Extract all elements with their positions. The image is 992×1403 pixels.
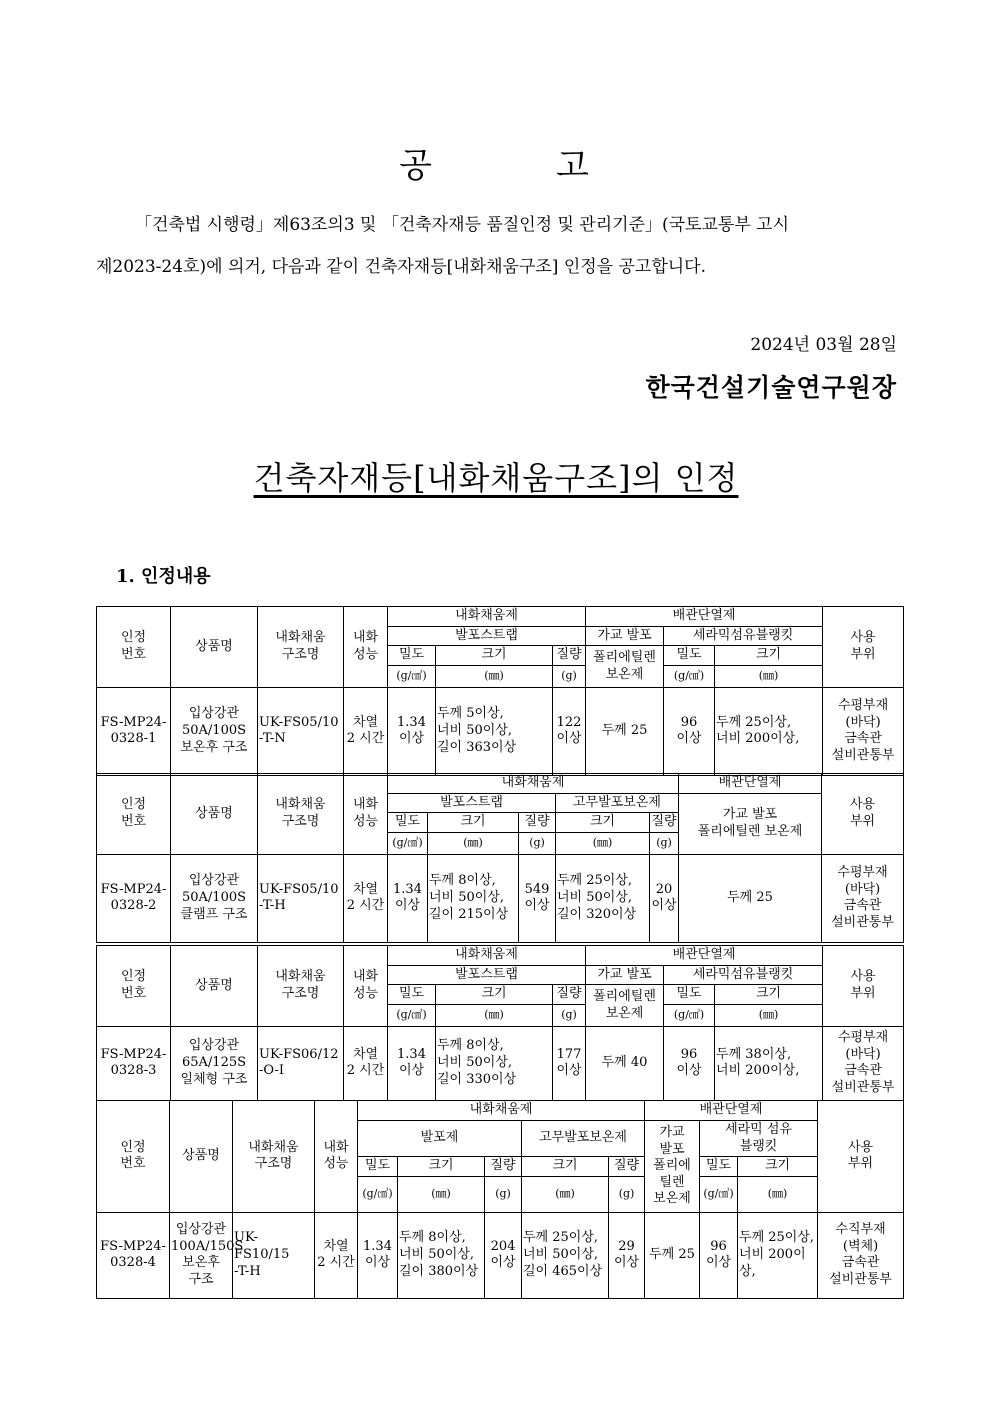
table-cell: 크기: [522, 1157, 609, 1177]
cell-text-line: 549: [524, 881, 550, 897]
header-pipe-insulation: 배관단열제: [586, 607, 823, 627]
table-cell: 배관단열제: [586, 946, 823, 966]
table-cell: (g/㎤): [388, 832, 428, 854]
cell-text-line: -O-I: [259, 1063, 285, 1079]
cell-text-line: 금속관: [844, 731, 882, 747]
section-title: 1. 인정내용: [116, 566, 211, 587]
cell-text-line: 내화채움: [275, 797, 326, 813]
cell-text-line: 구조명: [281, 813, 320, 829]
header-pe-line1: 가교 발포: [586, 626, 664, 646]
cell-text-line: 차열: [323, 1238, 349, 1254]
cell-text-line: 세라믹 섬유: [725, 1122, 792, 1137]
table-cell: (㎜): [398, 1176, 485, 1212]
cell-text-line: 수직부재: [835, 1222, 886, 1238]
cell-text-line: 부위: [850, 985, 876, 1001]
cell-text-line: 폴리에틸렌: [593, 649, 656, 665]
table-cell: (㎜): [715, 1004, 823, 1026]
cell-text-line: 두께 25이상,: [557, 873, 633, 889]
table-cell: 상품명: [171, 946, 258, 1027]
cell-text-line: 번호: [120, 985, 147, 1001]
cell-ceramic-density: [664, 1026, 715, 1100]
cell-text-line: 부위: [850, 646, 876, 662]
table-cell: [586, 985, 664, 1027]
cell-rubber-weight: [609, 1212, 645, 1298]
cell-text-line: 96: [680, 714, 698, 730]
cell-text-line: 너비 200이상,: [716, 731, 800, 747]
cell-text-line: 보온제: [605, 666, 644, 682]
table-cell: [258, 774, 344, 855]
cell-text-line: 0328-1: [110, 731, 157, 747]
cell-text-line: 이상: [364, 1255, 391, 1271]
cell-ceramic-size: [715, 1026, 823, 1100]
notice-intro-line-1: 「건축법 시행령」제63조의3 및 「건축자재등 품질인정 및 관리기준」(국토교통부 고시: [135, 215, 789, 235]
cell-text-line: 내화채움: [275, 969, 326, 985]
cell-text-line: 122: [556, 714, 582, 730]
unit-size: (㎜): [436, 665, 553, 687]
cell-product: [171, 687, 258, 775]
table-cell: 크기: [556, 813, 650, 833]
cell-text-line: 100A/150S: [171, 1238, 244, 1254]
table-cell: 질량: [650, 813, 679, 833]
table-cell: [823, 946, 904, 1027]
cell-text-line: 이상: [651, 898, 677, 914]
cell-perf: [344, 687, 388, 775]
cell-text-line: 1.34: [397, 714, 426, 730]
cell-cert-no: [97, 687, 171, 775]
cell-text-line: 인정: [120, 969, 147, 985]
cell-text-line: 금속관: [841, 1255, 880, 1271]
table-cell: 크기: [428, 813, 519, 833]
cell-text-line: 두께 25이상,: [716, 714, 792, 730]
cell-text-line: 두께 38이상,: [716, 1046, 792, 1062]
cell-text-line: 금속관: [844, 1063, 882, 1079]
table-cell: 상품명: [171, 774, 258, 855]
notice-date: 2024년 03월 28일: [750, 335, 897, 355]
cell-rubber-size: [522, 1212, 609, 1298]
cell-text-line: 이상: [490, 1255, 516, 1271]
cell-text-line: 2 시간: [346, 731, 385, 747]
cell-text-line: 이상: [394, 898, 421, 914]
cell-text-line: 1.34: [363, 1238, 392, 1254]
notice-title: [0, 138, 992, 187]
table-cell: 가교 발포: [586, 965, 664, 985]
cell-text-line: (바닥): [844, 881, 881, 897]
cell-perf: [344, 854, 388, 942]
header-ceramic-density: 밀도: [664, 646, 715, 666]
header-product: 상품명: [171, 607, 258, 688]
table-cell: 내화채움제: [388, 946, 586, 966]
header-foam-strap: 발포스트랩: [388, 793, 556, 813]
cell-pe: 두께 25: [679, 854, 822, 942]
header-rubber-foam: 고무발포보온제: [556, 793, 679, 813]
cell-text-line: 너비 50이상,: [523, 1247, 599, 1263]
cell-text-line: 두께 8이상,: [429, 873, 496, 889]
cell-text-line: 29: [618, 1238, 635, 1254]
table-cell: (g/㎤): [388, 1004, 436, 1026]
header-structure: [258, 607, 344, 688]
document-heading: [0, 453, 992, 499]
cell-text-line: 부위: [849, 813, 876, 829]
cell-text-line: 내화: [323, 1139, 349, 1155]
cell-size: [436, 687, 553, 775]
table-cell: [233, 1101, 315, 1213]
header-ceramic-size: 크기: [715, 646, 823, 666]
cell-text-line: FS-MP24-: [100, 881, 167, 897]
header-pe-rest: [586, 646, 664, 688]
notice-issuer: 한국건설기술연구원장: [645, 373, 897, 402]
cell-text-line: 폴리에: [653, 1158, 691, 1174]
cell-ceramic-size: [715, 687, 823, 775]
cell-text-line: 두께 8이상,: [399, 1230, 466, 1246]
cell-text-line: 너비 50이상,: [437, 1055, 513, 1071]
cert-table-2: [96, 773, 904, 943]
cell-text-line: 번호: [120, 813, 147, 829]
header-weight: 질량: [553, 646, 586, 666]
cell-weight: [553, 1026, 586, 1100]
cell-density: [388, 687, 436, 775]
cell-pe: 두께 25: [586, 687, 664, 775]
cell-text-line: -T-H: [234, 1263, 261, 1279]
header-size: 크기: [436, 646, 553, 666]
cell-text-line: 사용: [847, 1139, 874, 1155]
cell-text-line: 너비 50이상,: [557, 890, 633, 906]
cell-text-line: UK-FS05/10: [259, 714, 339, 730]
table-cell: (g): [553, 1004, 586, 1026]
table-cell: [97, 1101, 170, 1213]
cell-text-line: UK-FS10/15: [234, 1230, 290, 1263]
title-char-left: 공: [399, 146, 436, 186]
cell-text-line: 0328-3: [110, 1063, 157, 1079]
cell-rubber-size: [556, 854, 650, 942]
cell-text-line: 너비 50이상,: [429, 890, 505, 906]
cell-text-line: 내화채움: [248, 1139, 299, 1155]
cell-text-line: 수평부재: [837, 1030, 889, 1046]
table-row: [97, 1212, 904, 1298]
cell-text-line: 일체형 구조: [180, 1071, 248, 1087]
table-cell: 밀도: [700, 1157, 738, 1177]
title-char-right: 고: [556, 146, 593, 186]
cell-ceramic-size: [738, 1212, 818, 1298]
cell-text-line: 이상: [524, 898, 550, 914]
cert-table-3: [96, 945, 904, 1101]
unit-ceramic-density: (g/㎤): [664, 665, 715, 687]
cell-text-line: 인정: [120, 797, 147, 813]
cell-product: [170, 1212, 244, 1298]
cell-text-line: FS-MP24-: [100, 1238, 166, 1254]
cell-text-line: UK-FS06/12: [259, 1046, 339, 1062]
cell-text-line: (바닥): [845, 1046, 881, 1062]
cell-text-line: 길이 215이상: [429, 906, 509, 922]
cell-text-line: 2 시간: [346, 898, 385, 914]
table-cell: (㎜): [428, 832, 519, 854]
cell-text-line: FS-MP24-: [100, 1046, 167, 1062]
table-cell: [818, 1101, 904, 1213]
cell-text-line: 인정: [120, 1139, 146, 1155]
table-cell: [822, 774, 904, 855]
cell-text-line: 차열: [352, 714, 379, 730]
table-cell: 질량: [553, 985, 586, 1005]
cell-text-line: 1.34: [397, 1046, 426, 1062]
cell-text-line: 구조명: [281, 985, 320, 1001]
cell-text-line: 가교: [659, 1124, 685, 1140]
cell-text-line: 177: [556, 1046, 582, 1062]
table-cell: 크기: [715, 985, 823, 1005]
cell-text-line: 2 시간: [346, 1063, 385, 1079]
table-cell: [258, 946, 344, 1027]
cell-text-line: 이상: [613, 1255, 640, 1271]
table-cell: 배관단열제: [645, 1101, 818, 1121]
cell-text-line: 내화채움: [275, 630, 326, 646]
cell-text-line: -T-H: [259, 898, 286, 914]
cell-text-line: 수평부재: [837, 698, 889, 714]
cell-text-line: 이상: [398, 1063, 425, 1079]
cell-usage: [823, 1026, 904, 1100]
cell-text-line: 보온제: [605, 1005, 644, 1021]
table-cell: (g/㎤): [358, 1176, 398, 1212]
cell-weight: [485, 1212, 522, 1298]
cell-text-line: 폴리에틸렌: [593, 988, 656, 1004]
cell-text-line: 0328-4: [110, 1255, 156, 1271]
table-cell: (g): [609, 1176, 645, 1212]
cert-table-1: [96, 606, 904, 776]
cell-text-line: 성능: [352, 813, 379, 829]
cell-text-line: 이상: [398, 731, 425, 747]
table-row: [97, 687, 904, 775]
table-cell: 세라믹섬유블랭킷: [664, 965, 823, 985]
header-fire-material: 내화채움제: [388, 774, 679, 794]
cert-table-4: [96, 1100, 904, 1299]
cell-text-line: 20: [655, 881, 673, 897]
cell-text-line: 성능: [352, 646, 379, 662]
cell-text-line: 성능: [352, 985, 379, 1001]
cell-text-line: 이상: [705, 1255, 732, 1271]
cell-density: [388, 1026, 436, 1100]
cell-text-line: 설비관통부: [831, 748, 895, 763]
table-cell: 크기: [398, 1157, 485, 1177]
cell-text-line: 50A/100S: [181, 723, 247, 739]
table-cell: [97, 774, 171, 855]
header-foam-strap: 발포스트랩: [388, 626, 586, 646]
cell-text-line: 내화: [352, 797, 379, 813]
unit-density: (g/㎤): [388, 665, 436, 687]
cell-text-line: 번호: [120, 1156, 146, 1172]
unit-ceramic-size: (㎜): [715, 665, 823, 687]
table-cell: 발포스트랩: [388, 965, 586, 985]
header-foam: 발포제: [358, 1121, 522, 1157]
table-cell: (㎜): [556, 832, 650, 854]
table-cell: (g): [650, 832, 679, 854]
header-ceramic: 세라믹섬유블랭킷: [664, 626, 823, 646]
cell-text-line: 폴리에틸렌 보온제: [697, 823, 803, 839]
header-pipe-insulation: 배관단열제: [679, 774, 822, 794]
cell-text-line: 가교 발포: [722, 807, 778, 823]
cell-text-line: 입상강관: [175, 1222, 227, 1238]
table-cell: (g): [519, 832, 556, 854]
cell-text-line: 0328-2: [110, 898, 157, 914]
cell-text-line: 부위: [847, 1156, 874, 1172]
table-row: [97, 1026, 904, 1100]
cell-density: [358, 1212, 398, 1298]
cell-text-line: 두께 25이상,: [739, 1230, 815, 1246]
cell-text-line: 두께 25이상,: [523, 1230, 599, 1246]
cell-structure: [233, 1212, 315, 1298]
table-cell: (㎜): [436, 1004, 553, 1026]
cell-product: [171, 1026, 258, 1100]
table-cell: [700, 1121, 818, 1157]
cell-text-line: 구조: [188, 1272, 214, 1287]
cell-text-line: 내화: [352, 630, 379, 646]
cell-text-line: 이상: [676, 731, 702, 747]
cell-text-line: 길이 465이상: [523, 1263, 603, 1279]
cell-ceramic-density: [664, 687, 715, 775]
cell-text-line: (바닥): [845, 714, 881, 730]
header-fire-material: 내화채움제: [388, 607, 586, 627]
cell-text-line: 설비관통부: [831, 915, 894, 930]
table-cell: 크기: [738, 1157, 818, 1177]
table-cell: [344, 946, 388, 1027]
cell-text-line: 이상: [676, 1063, 702, 1079]
cell-text-line: 2 시간: [317, 1255, 355, 1271]
cell-text-line: 틸렌: [659, 1174, 685, 1190]
table-cell: (g): [485, 1176, 522, 1212]
unit-weight: (g): [553, 665, 586, 687]
cell-text-line: 길이 320이상: [557, 906, 637, 922]
header-cert-no: [97, 607, 171, 688]
table-cell: 밀도: [388, 985, 436, 1005]
header-usage: [823, 607, 904, 688]
cell-text-line: 너비 50이상,: [399, 1247, 475, 1263]
cell-text-line: 입상강관: [188, 706, 240, 722]
cell-ceramic-density: [700, 1212, 738, 1298]
cell-pe: 두께 25: [645, 1212, 700, 1298]
cell-weight: [553, 687, 586, 775]
cell-text-line: 너비 50이상,: [437, 723, 513, 739]
cell-text-line: 구조명: [281, 646, 320, 662]
cell-structure: [258, 1026, 344, 1100]
cell-text-line: UK-FS05/10: [259, 881, 339, 897]
table-cell: 질량: [485, 1157, 522, 1177]
cell-text-line: 사용: [850, 969, 876, 985]
cell-text-line: 차열: [352, 1046, 379, 1062]
cell-text-line: 두께 5이상,: [437, 706, 504, 722]
cell-text-line: 이상: [556, 731, 582, 747]
cell-density: [388, 854, 428, 942]
header-density: 밀도: [388, 646, 436, 666]
cell-text-line: (벽체): [842, 1238, 879, 1254]
table-cell: 크기: [436, 985, 553, 1005]
table-cell: (㎜): [522, 1176, 609, 1212]
cell-text-line: 너비 200이상,: [716, 1063, 800, 1079]
table-cell: 밀도: [358, 1157, 398, 1177]
cell-text-line: 보온제: [653, 1191, 691, 1207]
table-cell: [344, 774, 388, 855]
cell-text-line: 너비 200이상,: [739, 1247, 806, 1279]
header-perf: [344, 607, 388, 688]
cell-text-line: 설비관통부: [829, 1272, 892, 1287]
cell-text-line: 차열: [352, 881, 379, 897]
cell-structure: [258, 687, 344, 775]
cell-size: [428, 854, 519, 942]
cell-perf: [344, 1026, 388, 1100]
table-cell: 내화채움제: [358, 1101, 645, 1121]
cell-text-line: 204: [490, 1238, 516, 1254]
table-cell: 질량: [519, 813, 556, 833]
cell-text-line: 사용: [849, 797, 876, 813]
table-cell: 질량: [609, 1157, 645, 1177]
cell-text-line: -T-N: [259, 731, 286, 747]
table-cell: (㎜): [738, 1176, 818, 1212]
cell-rubber-weight: [650, 854, 679, 942]
cell-text-line: 길이 330이상: [437, 1071, 517, 1087]
cell-text-line: 사용: [850, 630, 876, 646]
cell-usage: [818, 1212, 904, 1298]
cell-text-line: 성능: [323, 1156, 349, 1172]
cell-weight: [519, 854, 556, 942]
header-pe: [645, 1121, 700, 1213]
table-cell: [315, 1101, 358, 1213]
cell-text-line: 발포: [659, 1141, 685, 1157]
cell-text-line: 수평부재: [837, 865, 888, 881]
cell-product: [171, 854, 258, 942]
table-cell: [97, 946, 171, 1027]
cell-text-line: 금속관: [843, 898, 882, 914]
cell-text-line: 입상강관: [188, 873, 240, 889]
table-cell: (g/㎤): [664, 1004, 715, 1026]
cell-text-line: 두께 8이상,: [437, 1038, 504, 1054]
table-cell: (g/㎤): [700, 1176, 738, 1212]
cell-text-line: 번호: [120, 646, 147, 662]
table-cell: 고무발포보온제: [522, 1121, 645, 1157]
cell-cert-no: [97, 854, 171, 942]
cell-text-line: 길이 380이상: [399, 1263, 479, 1279]
cell-size: [398, 1212, 485, 1298]
cell-usage: [823, 687, 904, 775]
cell-text-line: FS-MP24-: [100, 714, 167, 730]
cell-text-line: 보온후 구조: [180, 739, 248, 755]
table-cell: 상품명: [170, 1101, 233, 1213]
cell-cert-no: [97, 1212, 170, 1298]
cell-text-line: 내화: [352, 969, 379, 985]
cell-text-line: 1.34: [393, 881, 422, 897]
cell-pe: 두께 40: [586, 1026, 664, 1100]
table-cell: 밀도: [388, 813, 428, 833]
notice-intro-line-2: 제2023-24호)에 의거, 다음과 같이 건축자재등[내화채움구조] 인정을 공고합니다.: [96, 257, 707, 277]
document-heading-text: 건축자재등[내화채움구조]의 인정: [253, 459, 739, 497]
cell-cert-no: [97, 1026, 171, 1100]
cell-text-line: 이상: [556, 1063, 582, 1079]
cell-text-line: 설비관통부: [831, 1080, 895, 1095]
cell-text-line: 입상강관: [188, 1038, 240, 1054]
cell-text-line: 길이 363이상: [437, 739, 517, 755]
cell-text-line: 96: [680, 1046, 698, 1062]
cell-text-line: 96: [710, 1238, 727, 1254]
cell-text-line: 보온후: [182, 1255, 220, 1271]
cell-text-line: 65A/125S: [181, 1055, 247, 1071]
cell-text-line: 50A/100S: [181, 890, 247, 906]
cell-text-line: 블랭킷: [739, 1138, 778, 1154]
cell-size: [436, 1026, 553, 1100]
table-cell: 밀도: [664, 985, 715, 1005]
cell-text-line: 구조명: [254, 1156, 293, 1172]
header-pe: [679, 793, 822, 854]
cell-text-line: 인정: [120, 630, 147, 646]
table-row: [97, 854, 904, 942]
cell-usage: [822, 854, 904, 942]
cell-structure: [258, 854, 344, 942]
cell-perf: [315, 1212, 358, 1298]
cell-text-line: 클램프 구조: [180, 906, 248, 922]
